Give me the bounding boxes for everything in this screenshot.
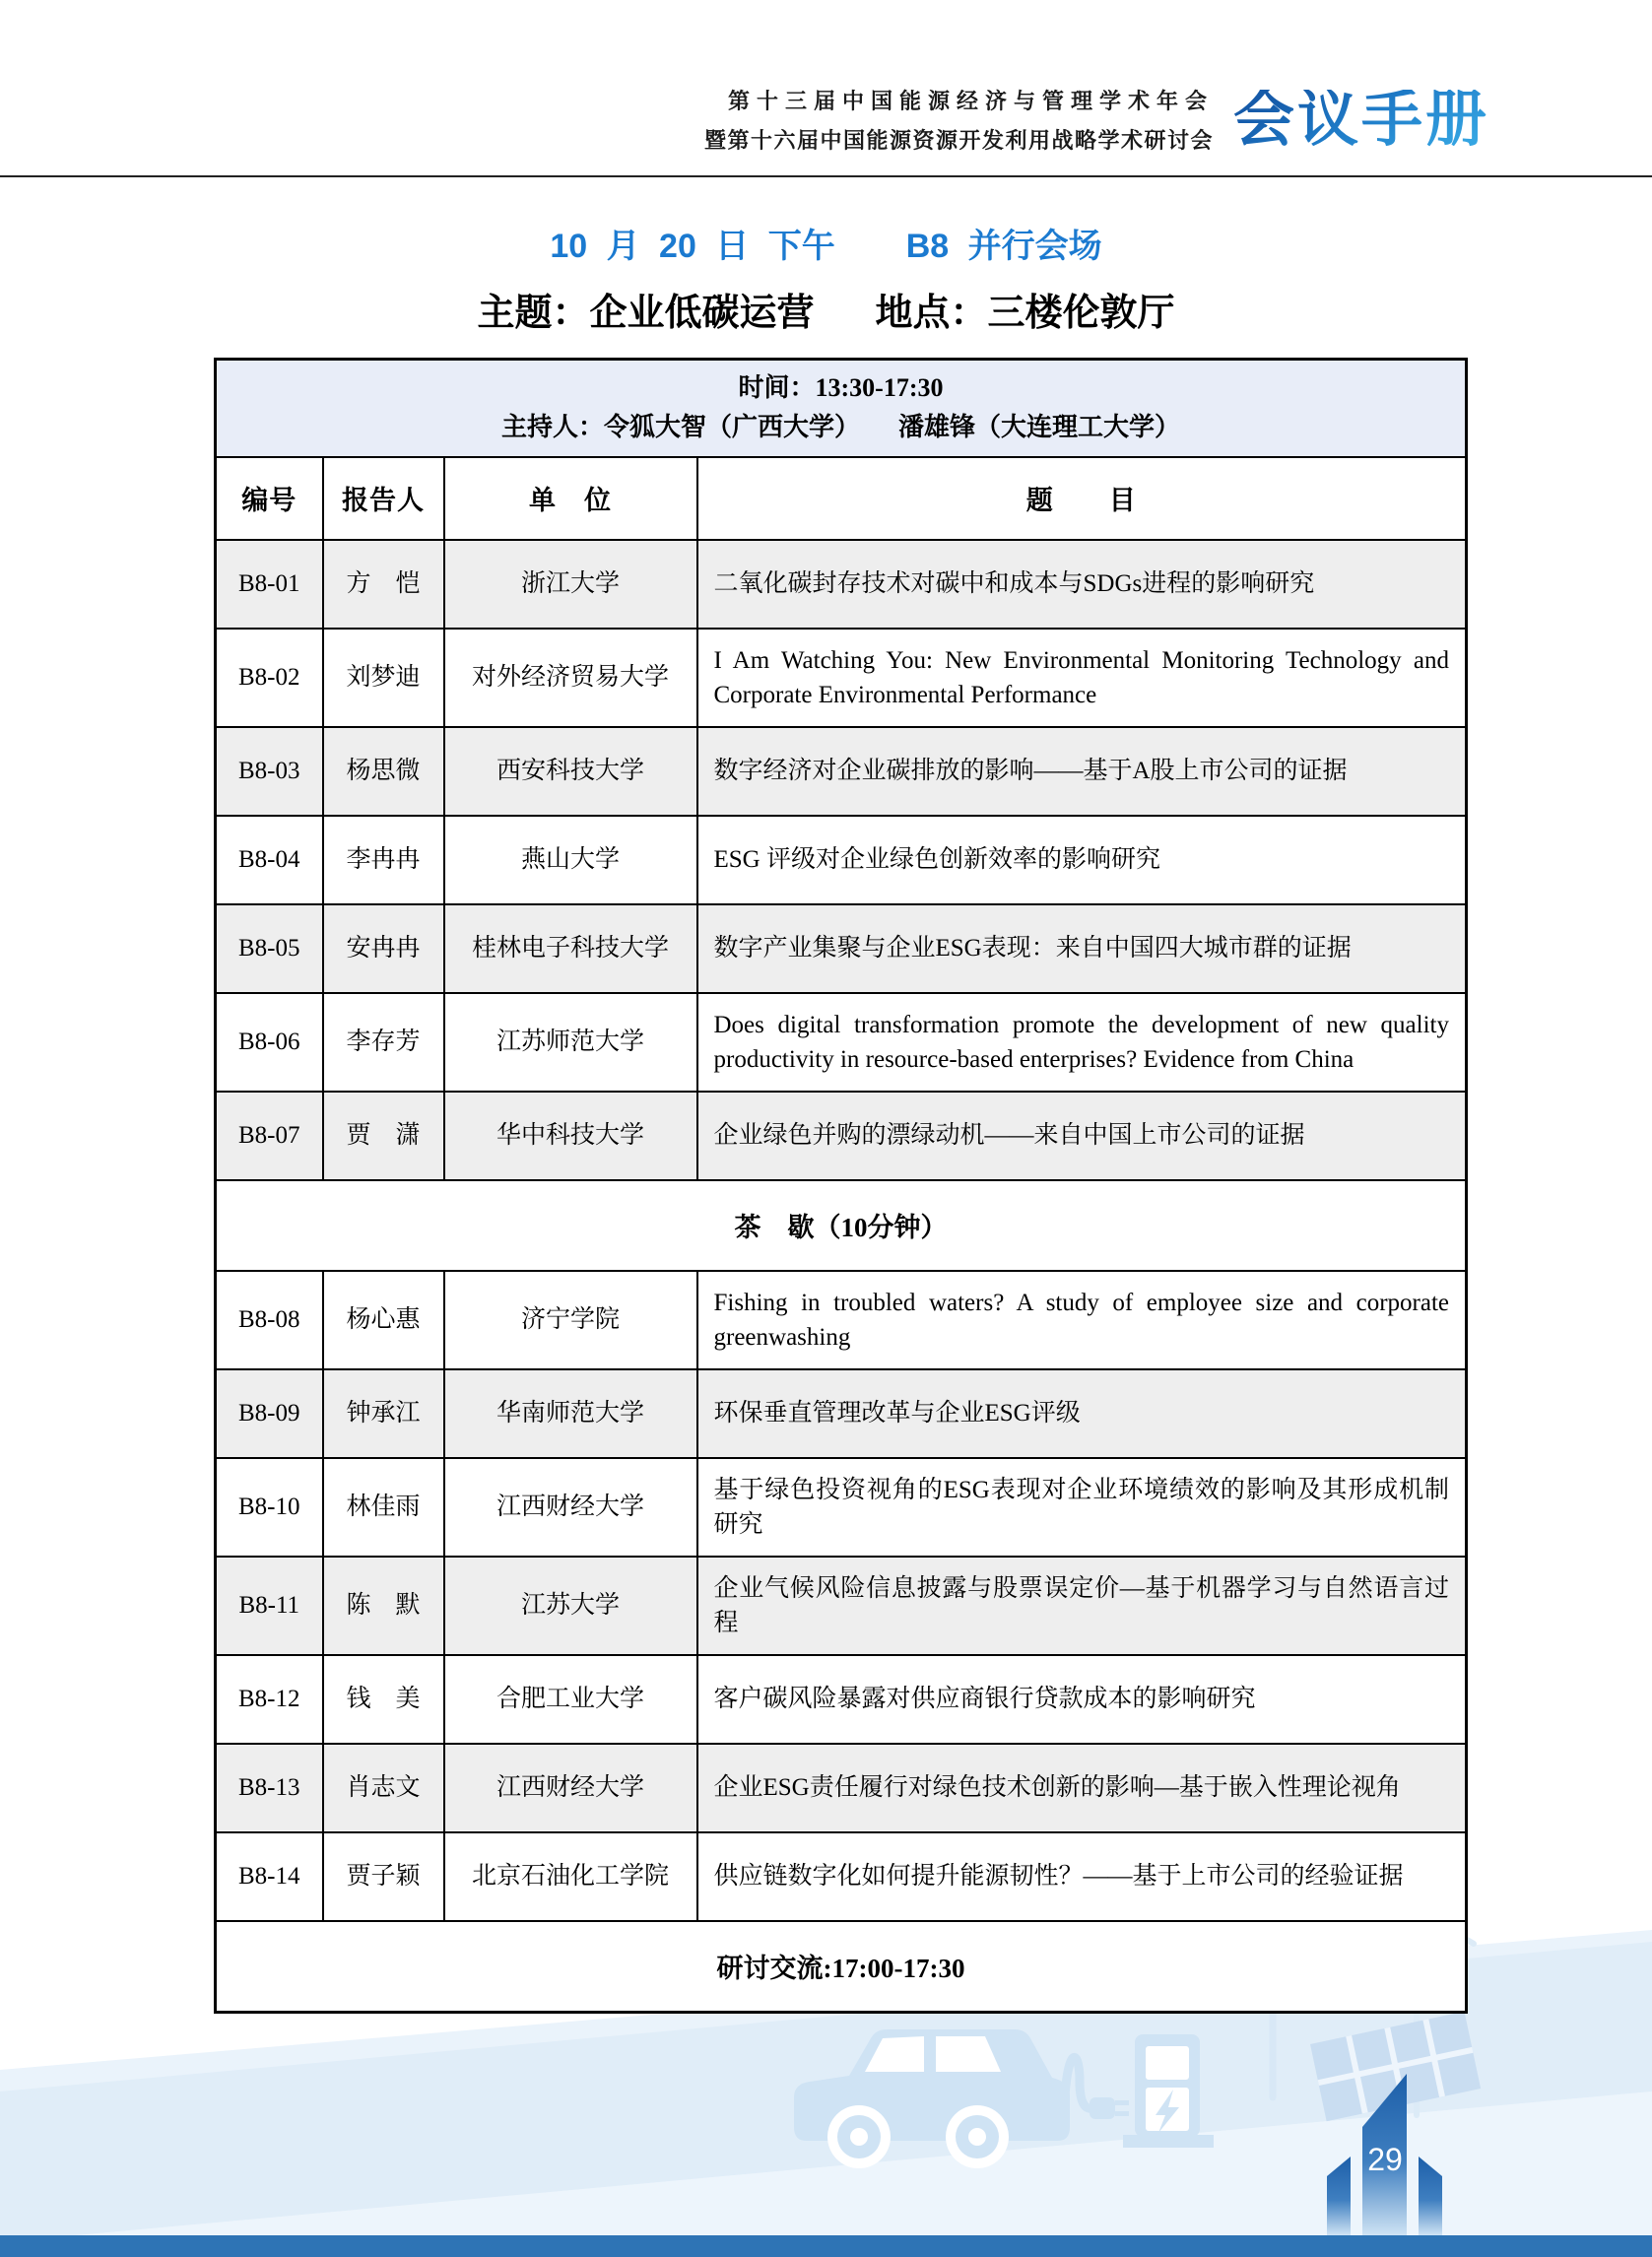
title-cell: ESG 评级对企业绿色创新效率的影响研究 (697, 816, 1467, 904)
session-id-cell: B8-04 (216, 816, 323, 904)
affiliation-cell: 江西财经大学 (444, 1458, 697, 1557)
session-id-cell: B8-07 (216, 1092, 323, 1180)
column-header-row (216, 457, 1467, 540)
presenter-cell: 钟承江 (323, 1369, 444, 1458)
presenter-cell: 方 恺 (323, 540, 444, 629)
affiliation-cell: 对外经济贸易大学 (444, 629, 697, 727)
table-row (216, 1744, 1467, 1832)
header-divider (0, 175, 1652, 177)
title-cell: Fishing in troubled waters? A study of employee size and corporate greenwashing (697, 1271, 1467, 1369)
table-row (216, 816, 1467, 904)
session-venue-code: B8 并行会场 (905, 228, 1102, 265)
presenter-cell: 李存芳 (323, 993, 444, 1092)
title-cell: 企业绿色并购的漂绿动机——来自中国上市公司的证据 (697, 1092, 1467, 1180)
presenter-cell: 安冉冉 (323, 904, 444, 993)
table-row (216, 1832, 1467, 1921)
tea-break-row (216, 1180, 1467, 1271)
title-cell: 企业ESG责任履行对绿色技术创新的影响—基于嵌入性理论视角 (697, 1744, 1467, 1832)
table-row (216, 1369, 1467, 1458)
session-id-cell: B8-08 (216, 1271, 323, 1369)
conference-title-line2: 暨第十六届中国能源资源开发利用战略学术研讨会 (703, 128, 1214, 153)
session-id-cell: B8-10 (216, 1458, 323, 1557)
table-row (216, 629, 1467, 727)
title-cell: 数字产业集聚与企业ESG表现：来自中国四大城市群的证据 (697, 904, 1467, 993)
session-topic: 主题：企业低碳运营 (477, 293, 815, 334)
session-id-cell: B8-13 (216, 1744, 323, 1832)
affiliation-cell: 西安科技大学 (444, 727, 697, 816)
session-id-cell: B8-11 (216, 1557, 323, 1655)
presenter-cell: 杨思微 (323, 727, 444, 816)
presenter-cell: 陈 默 (323, 1557, 444, 1655)
discussion-row (216, 1921, 1467, 2013)
title-cell: 企业气候风险信息披露与股票误定价—基于机器学习与自然语言过程 (697, 1557, 1467, 1655)
conference-title-line1: 第十三届中国能源经济与管理学术年会 (727, 89, 1214, 113)
session-location: 地点：三楼伦敦厅 (875, 293, 1175, 334)
affiliation-cell: 江西财经大学 (444, 1744, 697, 1832)
conference-titles (704, 85, 1214, 155)
presenter-cell: 肖志文 (323, 1744, 444, 1832)
title-cell: I Am Watching You: New Environmental Monitoring Technology and Corporate Environmental Performance (697, 629, 1467, 727)
session-heading (0, 219, 1652, 267)
affiliation-cell: 浙江大学 (444, 540, 697, 629)
schedule-table (214, 358, 1468, 2014)
session-info-row (216, 360, 1467, 457)
column-header-presenter: 报告人 (323, 457, 444, 540)
session-id-cell: B8-06 (216, 993, 323, 1092)
table-row (216, 904, 1467, 993)
title-cell: 供应链数字化如何提升能源韧性？——基于上市公司的经验证据 (697, 1832, 1467, 1921)
affiliation-cell: 华中科技大学 (444, 1092, 697, 1180)
footer-strip (0, 2235, 1652, 2257)
presenter-cell: 钱 美 (323, 1655, 444, 1744)
affiliation-cell: 华南师范大学 (444, 1369, 697, 1458)
discussion-cell: 研讨交流:17:00-17:30 (216, 1921, 1467, 2013)
session-id-cell: B8-01 (216, 540, 323, 629)
presenter-cell: 刘梦迪 (323, 629, 444, 727)
title-cell: 二氧化碳封存技术对碳中和成本与SDGs进程的影响研究 (697, 540, 1467, 629)
title-cell: 环保垂直管理改革与企业ESG评级 (697, 1369, 1467, 1458)
session-id-cell: B8-14 (216, 1832, 323, 1921)
presenter-cell: 杨心惠 (323, 1271, 444, 1369)
session-id-cell: B8-03 (216, 727, 323, 816)
presenter-cell: 李冉冉 (323, 816, 444, 904)
session-id-cell: B8-12 (216, 1655, 323, 1744)
affiliation-cell: 江苏大学 (444, 1557, 697, 1655)
affiliation-cell: 合肥工业大学 (444, 1655, 697, 1744)
session-id-cell: B8-05 (216, 904, 323, 993)
affiliation-cell: 桂林电子科技大学 (444, 904, 697, 993)
table-row (216, 540, 1467, 629)
session-hosts: 主持人：令狐大智（广西大学） 潘雄锋（大连理工大学） (500, 413, 1180, 442)
session-id-cell: B8-02 (216, 629, 323, 727)
table-row (216, 1557, 1467, 1655)
column-header-id: 编号 (216, 457, 323, 540)
page-header (704, 85, 1489, 155)
affiliation-cell: 北京石油化工学院 (444, 1832, 697, 1921)
session-time: 时间：13:30-17:30 (738, 373, 944, 402)
table-row (216, 1655, 1467, 1744)
column-header-affiliation: 单 位 (444, 457, 697, 540)
column-header-title: 题 目 (697, 457, 1467, 540)
title-cell: Does digital transformation promote the development of new quality productivity in resource-based enterprises? Evidence from China (697, 993, 1467, 1092)
table-row (216, 993, 1467, 1092)
session-id-cell: B8-09 (216, 1369, 323, 1458)
session-info-cell (216, 360, 1467, 457)
tea-break-cell: 茶 歇（10分钟） (216, 1180, 1467, 1271)
handbook-logo: 会议手册 (1232, 85, 1489, 154)
page-number: 29 (1367, 2142, 1403, 2177)
presenter-cell: 贾 潇 (323, 1092, 444, 1180)
title-cell: 数字经济对企业碳排放的影响——基于A股上市公司的证据 (697, 727, 1467, 816)
topic-heading (0, 282, 1652, 336)
table-row (216, 727, 1467, 816)
title-cell: 基于绿色投资视角的ESG表现对企业环境绩效的影响及其形成机制研究 (697, 1458, 1467, 1557)
affiliation-cell: 江苏师范大学 (444, 993, 697, 1092)
affiliation-cell: 济宁学院 (444, 1271, 697, 1369)
session-date: 10 月 20 日 下午 (550, 228, 835, 265)
table-row (216, 1092, 1467, 1180)
table-row (216, 1458, 1467, 1557)
presenter-cell: 贾子颖 (323, 1832, 444, 1921)
presenter-cell: 林佳雨 (323, 1458, 444, 1557)
title-cell: 客户碳风险暴露对供应商银行贷款成本的影响研究 (697, 1655, 1467, 1744)
affiliation-cell: 燕山大学 (444, 816, 697, 904)
table-row (216, 1271, 1467, 1369)
